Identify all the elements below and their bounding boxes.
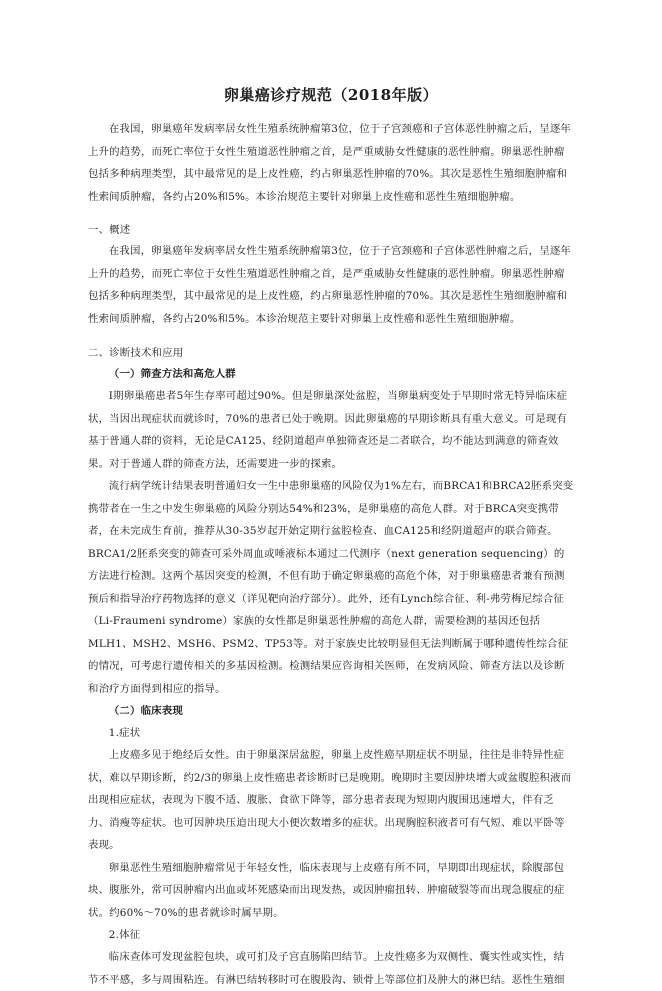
symptoms-paragraph-2: 卵巢恶性生殖细胞肿瘤常见于年轻女性，临床表现与上皮癌有所不同，早期即出现症状，除腹部包块、腹胀外，常可因肿瘤内出血或坏死感染而出现发热，或因肿瘤扭转、肿瘤破裂等而出现急腹症的症状。约60%～70%的患者就诊时属早期。 (88, 861, 565, 919)
intro-paragraph: 在我国，卵巢癌年发病率居女性生殖系统肿瘤第3位，位于子宫颈癌和子宫体恶性肿瘤之后，呈逐年上升的趋势，而死亡率位于女性生殖道恶性肿瘤之首，是严重威胁女性健康的恶性肿瘤。卵巢恶性肿瘤包括多种病理类型，其中最常见的是上皮性癌，约占卵巢恶性肿瘤的70%。其次是恶性生殖细胞肿瘤和性索间质肿瘤，各约占20%和5%。本诊治规范主要针对卵巢上皮性癌和恶性生殖细胞肿瘤。 (88, 123, 571, 203)
intro-block (88, 118, 574, 208)
section-heading-diagnosis: 二、诊断技术和应用 (88, 347, 184, 359)
subsection-heading-screening: （一）筛查方法和高危人群 (108, 368, 236, 380)
section-overview (88, 220, 574, 330)
section-diagnosis (88, 343, 574, 991)
section-heading-overview: 一、概述 (88, 224, 131, 236)
signs-paragraph: 临床查体可发现盆腔包块，或可扪及子宫直肠陷凹结节。上皮性癌多为双侧性、囊实性或实性，结节不平感，多与周围粘连。有淋巴结转移时可在腹股沟、锁骨上等部位扪及肿大的淋巴结。恶性生殖细 (88, 951, 565, 986)
subsection-heading-clinical: （二）临床表现 (108, 705, 183, 717)
overview-paragraph: 在我国，卵巢癌年发病率居女性生殖系统肿瘤第3位，位于子宫颈癌和子宫体恶性肿瘤之后，呈逐年上升的趋势，而死亡率位于女性生殖道恶性肿瘤之首，是严重威胁女性健康的恶性肿瘤。卵巢恶性肿瘤包括多种病理类型，其中最常见的是上皮性癌，约占卵巢恶性肿瘤的70%。其次是恶性生殖细胞肿瘤和性索间质肿瘤，各约占20%和5%。本诊治规范主要针对卵巢上皮性癌和恶性生殖细胞肿瘤。 (88, 245, 571, 325)
item-heading-symptoms: 1.症状 (108, 727, 141, 739)
document-title: 卵巢癌诊疗规范（2018年版） (223, 86, 439, 104)
item-heading-signs: 2.体征 (108, 929, 141, 941)
screening-paragraph-1: I期卵巢癌患者5年生存率可超过90%。但是卵巢深处盆腔，当卵巢病变处于早期时常无特异临床症状，当因出现症状而就诊时，70%的患者已处于晚期。因此卵巢癌的早期诊断具有重大意义。可是现有基于普通人群的资料，无论是CA125、经阴道超声单独筛查还是二者联合，均不能达到满意的筛查效果。对于普通人群的筛查方法，还需要进一步的探索。 (88, 390, 568, 470)
symptoms-paragraph-1: 上皮癌多见于绝经后女性。由于卵巢深居盆腔，卵巢上皮性癌早期症状不明显，往往是非特异性症状，难以早期诊断，约2/3的卵巢上皮性癌患者诊断时已是晚期。晚期时主要因肿块增大或盆腹腔积液而出现相应症状，表现为下腹不适、腹胀、食欲下降等，部分患者表现为短期内腹围迅速增大，伴有乏力、消瘦等症状。也可因肿块压迫出现大小便次数增多的症状。出现胸腔积液者可有气短、难以平卧等表现。 (88, 749, 572, 851)
screening-paragraph-2: 流行病学统计结果表明普通妇女一生中患卵巢癌的风险仅为1%左右，而BRCA1和BRCA2胚系突变携带者在一生之中发生卵巢癌的风险分别达54%和23%，是卵巢癌的高危人群。对于BRCA突变携带者，在未完成生育前，推荐从30-35岁起开始定期行盆腔检查、血CA125和经阴道超声的联合筛查。BRCA1/2胚系突变的筛查可采外周血或唾液标本通过二代测序（next generation sequencing）的方法进行检测。这两个基因突变的检测，不但有助于确定卵巢癌的高危个体，对于卵巢癌患者兼有预测预后和指导治疗药物选择的意义（详见靶向治疗部分）。此外，还有Lynch综合征、利-弗劳梅尼综合征（Li-Fraumeni syndrome）家族的女性都是卵巢恶性肿瘤的高危人群，需要检测的基因还包括MLH1、MSH2、MSH6、PSM2、TP53等。对于家族史比较明显但无法判断属于哪种遗传性综合征的情况，可考虑行遗传相关的多基因检测。检测结果应咨询相关医师，在发病风险、筛查方法以及诊断和治疗方面得到相应的指导。 (88, 480, 574, 695)
